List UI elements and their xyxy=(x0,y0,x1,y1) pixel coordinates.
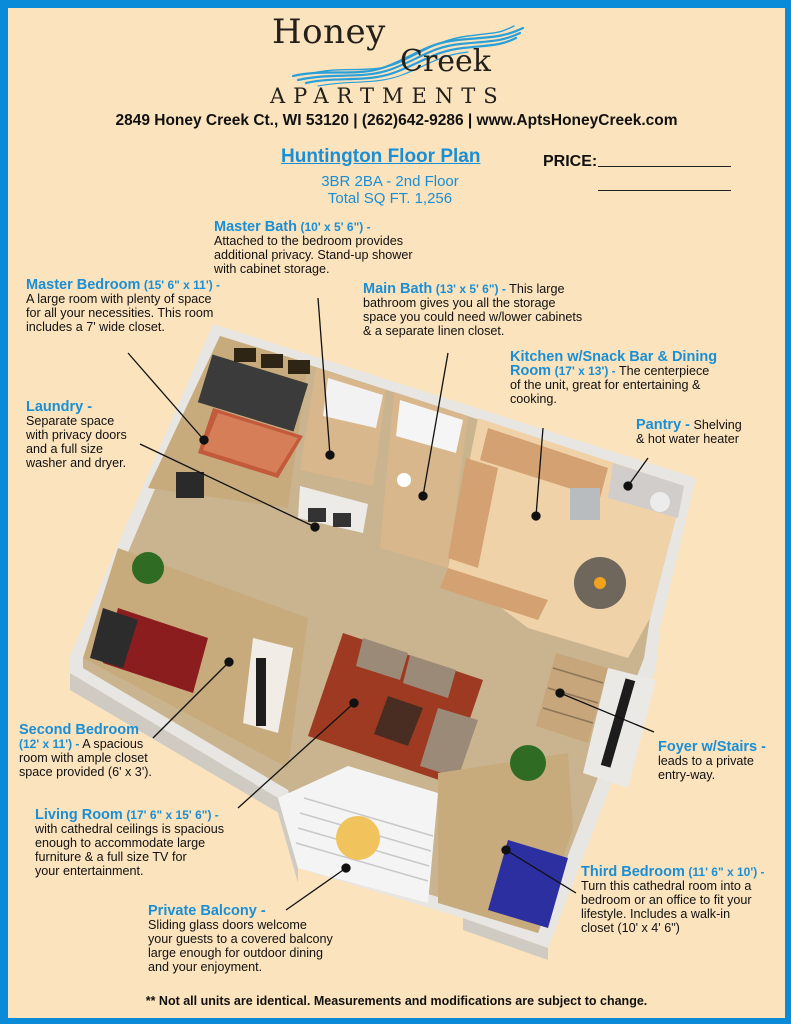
desc-line: entry-way. xyxy=(658,768,716,782)
callout-kitchen xyxy=(510,350,717,406)
desc-first: Shelving xyxy=(693,418,742,432)
desc-line: A large room with plenty of space xyxy=(26,292,212,306)
callout-third-bedroom xyxy=(581,865,765,935)
desc-first: The centerpiece xyxy=(618,364,710,378)
desc-line: with cathedral ceilings is spacious xyxy=(35,822,224,836)
room-dims: (10' x 5' 6") - xyxy=(300,220,371,234)
logo-text-honey: Honey xyxy=(272,12,386,52)
desc-first: This large xyxy=(509,282,565,296)
desc-line: and a full size xyxy=(26,442,104,456)
plan-sqft: Total SQ FT. 1,256 xyxy=(327,190,453,207)
callout-master-bedroom xyxy=(26,278,220,334)
room-name: Private Balcony - xyxy=(148,903,266,919)
desc-line: enough to accommodate large xyxy=(35,836,206,850)
room-name: Master Bedroom xyxy=(26,277,141,293)
callout-living-room xyxy=(35,808,224,878)
desc-line: & a separate linen closet. xyxy=(363,324,505,338)
desc-line: with privacy doors xyxy=(26,428,127,442)
room-dims: (12' x 11') - xyxy=(19,737,80,751)
desc-first: A spacious xyxy=(82,737,144,751)
desc-line: for all your necessities. This room xyxy=(26,306,214,320)
desc-line: additional privacy. Stand-up shower xyxy=(214,248,413,262)
room-name: Third Bedroom xyxy=(581,864,685,880)
room-name: Kitchen w/Snack Bar & Dining xyxy=(510,349,718,365)
room-name: Second Bedroom xyxy=(19,722,140,738)
room-name: Master Bath xyxy=(214,219,297,235)
desc-line: includes a 7' wide closet. xyxy=(26,320,165,334)
callout-laundry xyxy=(26,400,127,470)
room-name: Pantry - xyxy=(636,417,690,433)
room-dims: (15' 6" x 11') - xyxy=(143,278,221,292)
desc-line: bedroom or an office to fit your xyxy=(581,893,752,907)
disclaimer: ** Not all units are identical. Measurements and modifications are subject to change. xyxy=(145,994,648,1008)
desc-line: closet (10' x 4' 6") xyxy=(581,921,680,935)
desc-line: large enough for outdoor dining xyxy=(148,946,324,960)
room-name: Living Room xyxy=(35,807,123,823)
desc-line: your entertainment. xyxy=(35,864,144,878)
desc-line: & hot water heater xyxy=(636,432,739,446)
callout-balcony xyxy=(148,904,333,974)
desc-line: your guests to a covered balcony xyxy=(148,932,333,946)
room-dims: (17' x 13') - xyxy=(554,364,616,378)
room-dims: (13' x 5' 6") - xyxy=(435,282,506,296)
room-name: Foyer w/Stairs - xyxy=(658,739,766,755)
desc-line: Turn this cathedral room into a xyxy=(581,879,752,893)
desc-line: cooking. xyxy=(510,392,557,406)
plan-config: 3BR 2BA - 2nd Floor xyxy=(321,173,459,190)
room-name: Main Bath xyxy=(363,281,433,297)
room-dims: (11' 6" x 10') - xyxy=(688,865,765,879)
desc-line: bathroom gives you all the storage xyxy=(363,296,556,310)
desc-line: Attached to the bedroom provides xyxy=(214,234,404,248)
room-dims: (17' 6" x 15' 6") - xyxy=(126,808,219,822)
plan-title: Huntington Floor Plan xyxy=(281,146,481,167)
room-name: Laundry - xyxy=(26,399,93,415)
floor-plan-flyer xyxy=(8,8,785,1018)
desc-line: with cabinet storage. xyxy=(214,262,330,276)
desc-line: Sliding glass doors welcome xyxy=(148,918,307,932)
callout-pantry xyxy=(636,418,742,446)
desc-line: lifestyle. Includes a walk-in xyxy=(581,907,731,921)
callout-main-bath xyxy=(363,282,582,338)
desc-line: furniture & a full size TV for xyxy=(35,850,187,864)
desc-line: space you could need w/lower cabinets xyxy=(363,310,583,324)
callout-master-bath xyxy=(214,220,413,276)
desc-line: Separate space xyxy=(26,414,115,428)
logo-text-apartments: APARTMENTS xyxy=(270,84,506,108)
room-name-2: Room xyxy=(510,363,552,379)
callout-foyer xyxy=(658,740,766,782)
callout-second-bedroom xyxy=(19,723,152,779)
desc-line: space provided (6' x 3'). xyxy=(19,765,152,779)
desc-line: of the unit, great for entertaining & xyxy=(510,378,701,392)
logo-text-creek: Creek xyxy=(400,44,491,79)
desc-line: leads to a private xyxy=(658,754,754,768)
desc-line: room with ample closet xyxy=(19,751,148,765)
contact-line: 2849 Honey Creek Ct., WI 53120 | (262)642-9286 | www.AptsHoneyCreek.com xyxy=(115,112,678,129)
desc-line: washer and dryer. xyxy=(26,456,127,470)
price-label: PRICE: xyxy=(543,153,598,170)
desc-line: and your enjoyment. xyxy=(148,960,263,974)
